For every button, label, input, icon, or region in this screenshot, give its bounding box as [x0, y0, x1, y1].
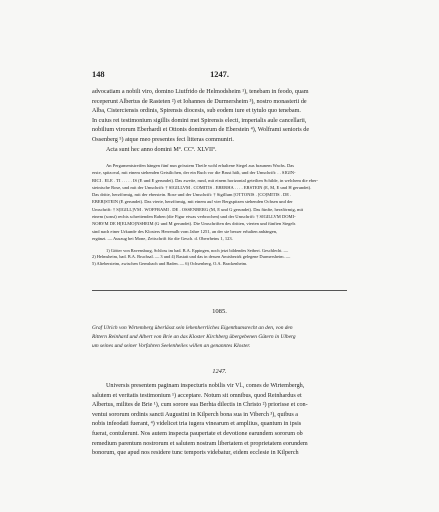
document-number: 1085. — [212, 308, 227, 315]
seal-line: sind nach einer Urkunde des Klosters Herrenalb vom Jahre 1251, an der sie besser erhalten anhängen, — [92, 228, 278, 234]
seal-line: Umschrift: † S[IGILL]VM . WOFFRAMI . DE . OSSENBERG (M, E und G gerundet). Das fünfte, herzförmig, mit — [92, 206, 304, 212]
seal-line: steinische Rose, und mit der Umschrift: † SIGILLVM . COMITIS . EBERHA . . . . ERSTEIN (E, M, E und H gerundet). — [92, 184, 312, 190]
header-year: 1247. — [210, 70, 229, 79]
rubric-line: Rittern Reinhard und Albert von Brie an das Kloster Kirchberg übergebenen Gütern in Ulberg — [92, 334, 296, 341]
text-line: ventui sororum ordinis sancti Augustini in Kilperch bona sua in Viberch ³), quibus a — [92, 411, 299, 418]
rubric-line: Graf Ulrich von Wirtemberg überlässt sein lehenherrliches Eigenthumsrecht an den, von den — [92, 325, 293, 331]
rubric-line: um seines und seiner Vorfahren Seelenheiles willen an genanntes Kloster. — [92, 343, 251, 350]
seal-line: einem (sonst) rechts schreitenden Raben (die Figur etwas verbrochen) und der Umschrift: † SIGILLVM DOMI- — [92, 214, 296, 220]
seal-line: EBER]STEIN (E gerundet). Das vierte, herzförmig, mit einem auf vier Bergspitzen stehenden Ochsen und der — [92, 199, 293, 205]
document-date: 1247. — [212, 368, 227, 375]
text-line: In cuius rei testimonium sigillis domini mei Spirensis electi, imperialis aule cancellarii, — [92, 117, 307, 124]
text-line: Acta sunt hec anno domini Mº. CCº. XLVIIº. — [106, 146, 217, 153]
text-line: receperunt Albertus de Rasteten ²) et Iohannes de Durmersheim ³), nostro monasterii de — [92, 98, 307, 105]
seal-line: RICI . ELE . TI . . . . . IS (E und E gerundet). Das zweite, rund, mit einem horizontal geteilten Schilde, in welchem die eber- — [92, 177, 318, 183]
text-line: Alba, Cisterciensis ordinis, Spirensis diocesis, sub eodem iure et tytulo quo tenebam. — [92, 108, 301, 115]
text-line: Ossenberg ⁵) atque meo presentes feci litteras communiri. — [92, 136, 234, 143]
text-line: fuerat, contulerunt. Nos autem inspecta paupertate et devotione earundem sororum ob — [92, 430, 303, 437]
text-line: advocatiam a nobili viro, domino Liutfrido de Helmodsheim ¹), tenebam in feodo, quam — [92, 89, 309, 95]
seal-line: Das dritte, herzförmig, mit der eberstein. Rose und der Umschrift: † Sigillum [OTTONIS . [CO]MITIS . DE . — [92, 192, 292, 198]
section-divider — [92, 290, 347, 291]
text-line: Albertus, milites de Brie ¹), cum sorore sua Berhta dilectis in Christo ²) priorisse et con- — [92, 402, 308, 409]
footnote-line: 2) Helmsheim, bad. B.A. Bruchsal. — 3 und 4) Rastatt und das in dessen Amtsbezirk gelegene Durmersheim. — — [92, 254, 291, 260]
footnotes — [92, 248, 347, 267]
page-number: 148 — [92, 70, 105, 79]
text-line: nobis infeodati fuerant, ⁴) videlicet tria iugera vinearum et ampliius, quantum in ipsis — [92, 421, 302, 428]
text-line: Universis presentem paginam inspecturis nobilis vir Vl., comes de Wirtembergh, — [106, 383, 305, 389]
footnote-line: 5) Altebersteim, zwischen Gernsbach und Baden. — 6) Ochsenberg, O.A. Brackenheim. — [92, 260, 248, 266]
seal-line: ergänzt. — Auszug bei Mone, Zeitschrift für die Gesch. d. Oberrheins 1, 123. — [92, 235, 233, 241]
seal-line: An Pergamentstreifen hängen fünf nun grösstem Theile wohl erhaltene Siegel aus braunem Wachs. Das — [106, 163, 295, 168]
text-line: remedium parentum nostrorum et salutem nostram libertatem et proprietatem eorundem — [92, 440, 308, 447]
seal-line: NORVM DE H[ELMO]NSHEIM (G und M gerundet). Die Umschriften des dritten, vierten und fünften Siegels — [92, 221, 296, 227]
footnote-line: 1) Götter von Ravensburg, Schloss im bad. B.A. Eppingen, noch jetzt bildendes Seibert. Geschlecht. — — [106, 248, 288, 253]
charter-text-top — [92, 88, 347, 155]
charter-text-bottom — [92, 382, 347, 459]
text-line: nobilium virorum Eberhardi et Ottonis dominorum de Eberstein ⁴), Wolframi senioris de — [92, 127, 310, 134]
seal-description — [92, 162, 347, 242]
text-line: bonorum, que apud nos residere tunc temporis videbatur, eidem ecclesie in Kilperch — [92, 450, 299, 457]
document-rubric — [92, 324, 347, 352]
running-header — [92, 70, 347, 82]
text-line: salutem et veritatis testimonium ¹) acceptare. Notum sit omnibus, quod Reinhardus et — [92, 392, 302, 399]
seal-line: erste, spitzoval, mit einem stehenden Geistlichen, der ein Buch vor die Brust hält, und der Umschrift: . . SIGIN- — [92, 170, 296, 176]
